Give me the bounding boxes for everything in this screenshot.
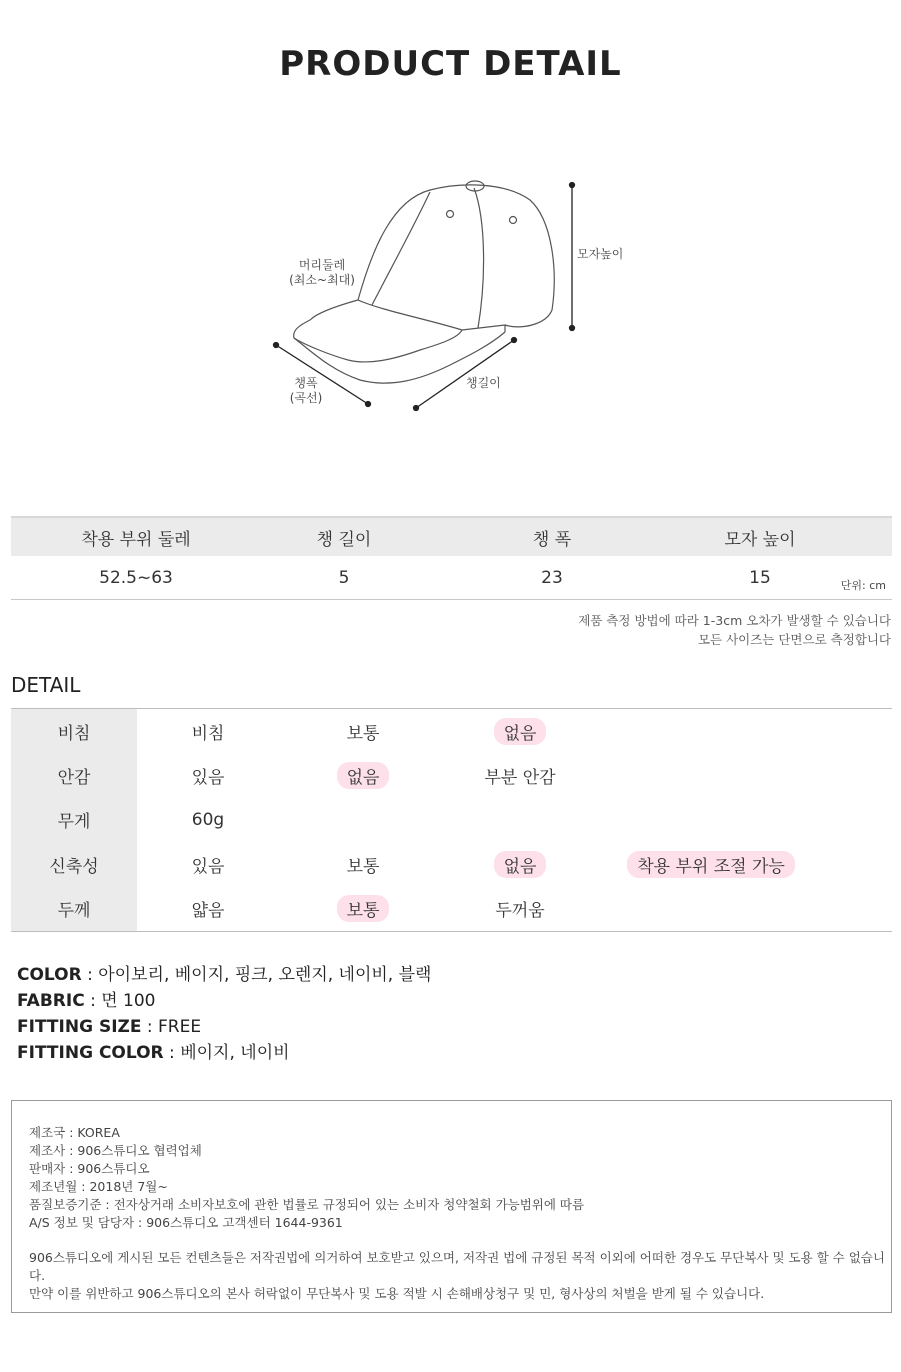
detail-option — [445, 709, 595, 753]
spec-fabric: FABRIC : 면 100 — [17, 991, 156, 1011]
spec-fitting-color: FITTING COLOR : 베이지, 네이비 — [17, 1043, 290, 1063]
value-cap-height: 15 — [749, 567, 771, 588]
note-line: 제품 측정 방법에 따라 1-3cm 오차가 발생할 수 있습니다 — [578, 613, 891, 628]
product-info-box — [11, 1100, 892, 1313]
spec-color-value: 아이보리, 베이지, 핑크, 오렌지, 네이비, 블랙 — [98, 965, 432, 985]
brim-width-note: (곡선) — [289, 391, 323, 405]
detail-option-text: 두꺼움 — [495, 901, 545, 922]
cap-diagram — [0, 160, 901, 430]
detail-option-text: 비침 — [191, 723, 225, 744]
detail-option-text: 착용 부위 조절 가능 — [627, 851, 795, 878]
detail-option-text: 없음 — [494, 851, 547, 878]
spec-list — [17, 962, 431, 1066]
detail-option — [148, 753, 268, 797]
detail-row — [11, 887, 892, 931]
detail-option-text: 있음 — [191, 768, 225, 789]
page-title: PRODUCT DETAIL — [279, 44, 622, 84]
label-brim-length — [466, 376, 501, 391]
value-brim-length: 5 — [338, 567, 350, 588]
brim-length-text: 챙길이 — [466, 376, 501, 390]
header-brim-width: 챙 폭 — [532, 529, 572, 550]
spec-fitting-size-value: FREE — [158, 1017, 202, 1037]
info-line-manufacturer: 제조사 : 906스튜디오 협력업체 — [29, 1143, 202, 1158]
label-head-circumference — [286, 258, 358, 288]
value-circumference: 52.5~63 — [99, 567, 173, 588]
detail-row-label: 안감 — [11, 753, 137, 797]
head-circumference-text: 머리둘레 — [298, 258, 346, 272]
detail-row-label: 두께 — [11, 887, 137, 931]
spec-fitting-size: FITTING SIZE : FREE — [17, 1017, 202, 1037]
info-line-origin: 제조국 : KOREA — [29, 1125, 120, 1140]
detail-row-label: 신축성 — [11, 842, 137, 886]
note-line: 모든 사이즈는 단면으로 측정합니다 — [697, 632, 891, 647]
detail-row — [11, 709, 892, 753]
size-table-row — [11, 556, 892, 600]
detail-row-label: 비침 — [11, 709, 137, 753]
info-line-seller: 판매자 : 906스튜디오 — [29, 1161, 150, 1176]
size-table-header — [11, 516, 892, 556]
detail-option — [303, 709, 423, 753]
info-lines — [29, 1124, 584, 1232]
detail-option-text: 60g — [191, 809, 225, 830]
detail-option-text: 보통 — [337, 895, 390, 922]
detail-option — [148, 709, 268, 753]
header-brim-length: 챙 길이 — [316, 529, 372, 550]
spec-fitting-color-value: 베이지, 네이비 — [180, 1043, 290, 1063]
info-line-as: A/S 정보 및 담당자 : 906스튜디오 고객센터 1644-9361 — [29, 1215, 343, 1230]
header-circumference: 착용 부위 둘레 — [81, 529, 191, 550]
detail-table — [11, 708, 892, 932]
detail-option-text: 없음 — [494, 718, 547, 745]
detail-option — [303, 842, 423, 886]
spec-fitting-color-label: FITTING COLOR — [17, 1043, 164, 1063]
detail-option — [303, 887, 423, 931]
detail-row — [11, 753, 892, 797]
detail-option-text: 있음 — [191, 856, 225, 877]
head-circumference-range: (최소~최대) — [289, 273, 355, 287]
spec-color: COLOR : 아이보리, 베이지, 핑크, 오렌지, 네이비, 블랙 — [17, 965, 432, 985]
copyright-notice — [29, 1249, 891, 1303]
detail-option-text: 보통 — [346, 723, 380, 744]
detail-option — [148, 798, 268, 842]
spec-fitting-size-label: FITTING SIZE — [17, 1017, 142, 1037]
brim-width-text: 챙폭 — [294, 376, 318, 390]
detail-option-text: 없음 — [337, 762, 390, 789]
spec-color-label: COLOR — [17, 965, 82, 985]
spec-fabric-label: FABRIC — [17, 991, 85, 1011]
copyright-line: 906스튜디오에 게시된 모든 컨텐츠들은 저작권법에 의거하여 보호받고 있으며, 저작권 법에 규정된 목적 이외에 어떠한 경우도 무단복사 및 도용 할 수 없습니다. — [29, 1250, 885, 1283]
detail-row — [11, 842, 892, 886]
detail-option — [148, 887, 268, 931]
cap-illustration — [0, 160, 901, 430]
detail-option — [303, 753, 423, 797]
detail-option-text: 얇음 — [191, 901, 225, 922]
label-cap-height — [577, 247, 623, 262]
detail-option-text: 보통 — [346, 856, 380, 877]
detail-option-text: 부분 안감 — [484, 768, 556, 789]
detail-option — [445, 753, 595, 797]
detail-option — [591, 842, 831, 886]
label-brim-width — [283, 376, 329, 406]
info-line-warranty: 품질보증기준 : 전자상거래 소비자보호에 관한 법률로 규정되어 있는 소비자 청약철회 가능범위에 따름 — [29, 1197, 585, 1212]
unit-label: 단위: cm — [840, 579, 886, 592]
info-line-date: 제조년월 : 2018년 7월~ — [29, 1179, 168, 1194]
detail-row-label: 무게 — [11, 798, 137, 842]
detail-option — [445, 842, 595, 886]
copyright-line: 만약 이를 위반하고 906스튜디오의 본사 허락없이 무단복사 및 도용 적발 시 손해배상청구 및 민, 형사상의 처벌을 받게 될 수 있습니다. — [29, 1286, 765, 1301]
detail-title: DETAIL — [11, 673, 81, 697]
size-table — [11, 516, 892, 600]
detail-row — [11, 798, 892, 842]
detail-option — [445, 887, 595, 931]
header-cap-height: 모자 높이 — [724, 529, 796, 550]
detail-option — [148, 842, 268, 886]
measurement-notes — [578, 611, 891, 649]
value-brim-width: 23 — [541, 567, 563, 588]
cap-height-text: 모자높이 — [577, 247, 624, 261]
spec-fabric-value: 면 100 — [101, 991, 156, 1011]
